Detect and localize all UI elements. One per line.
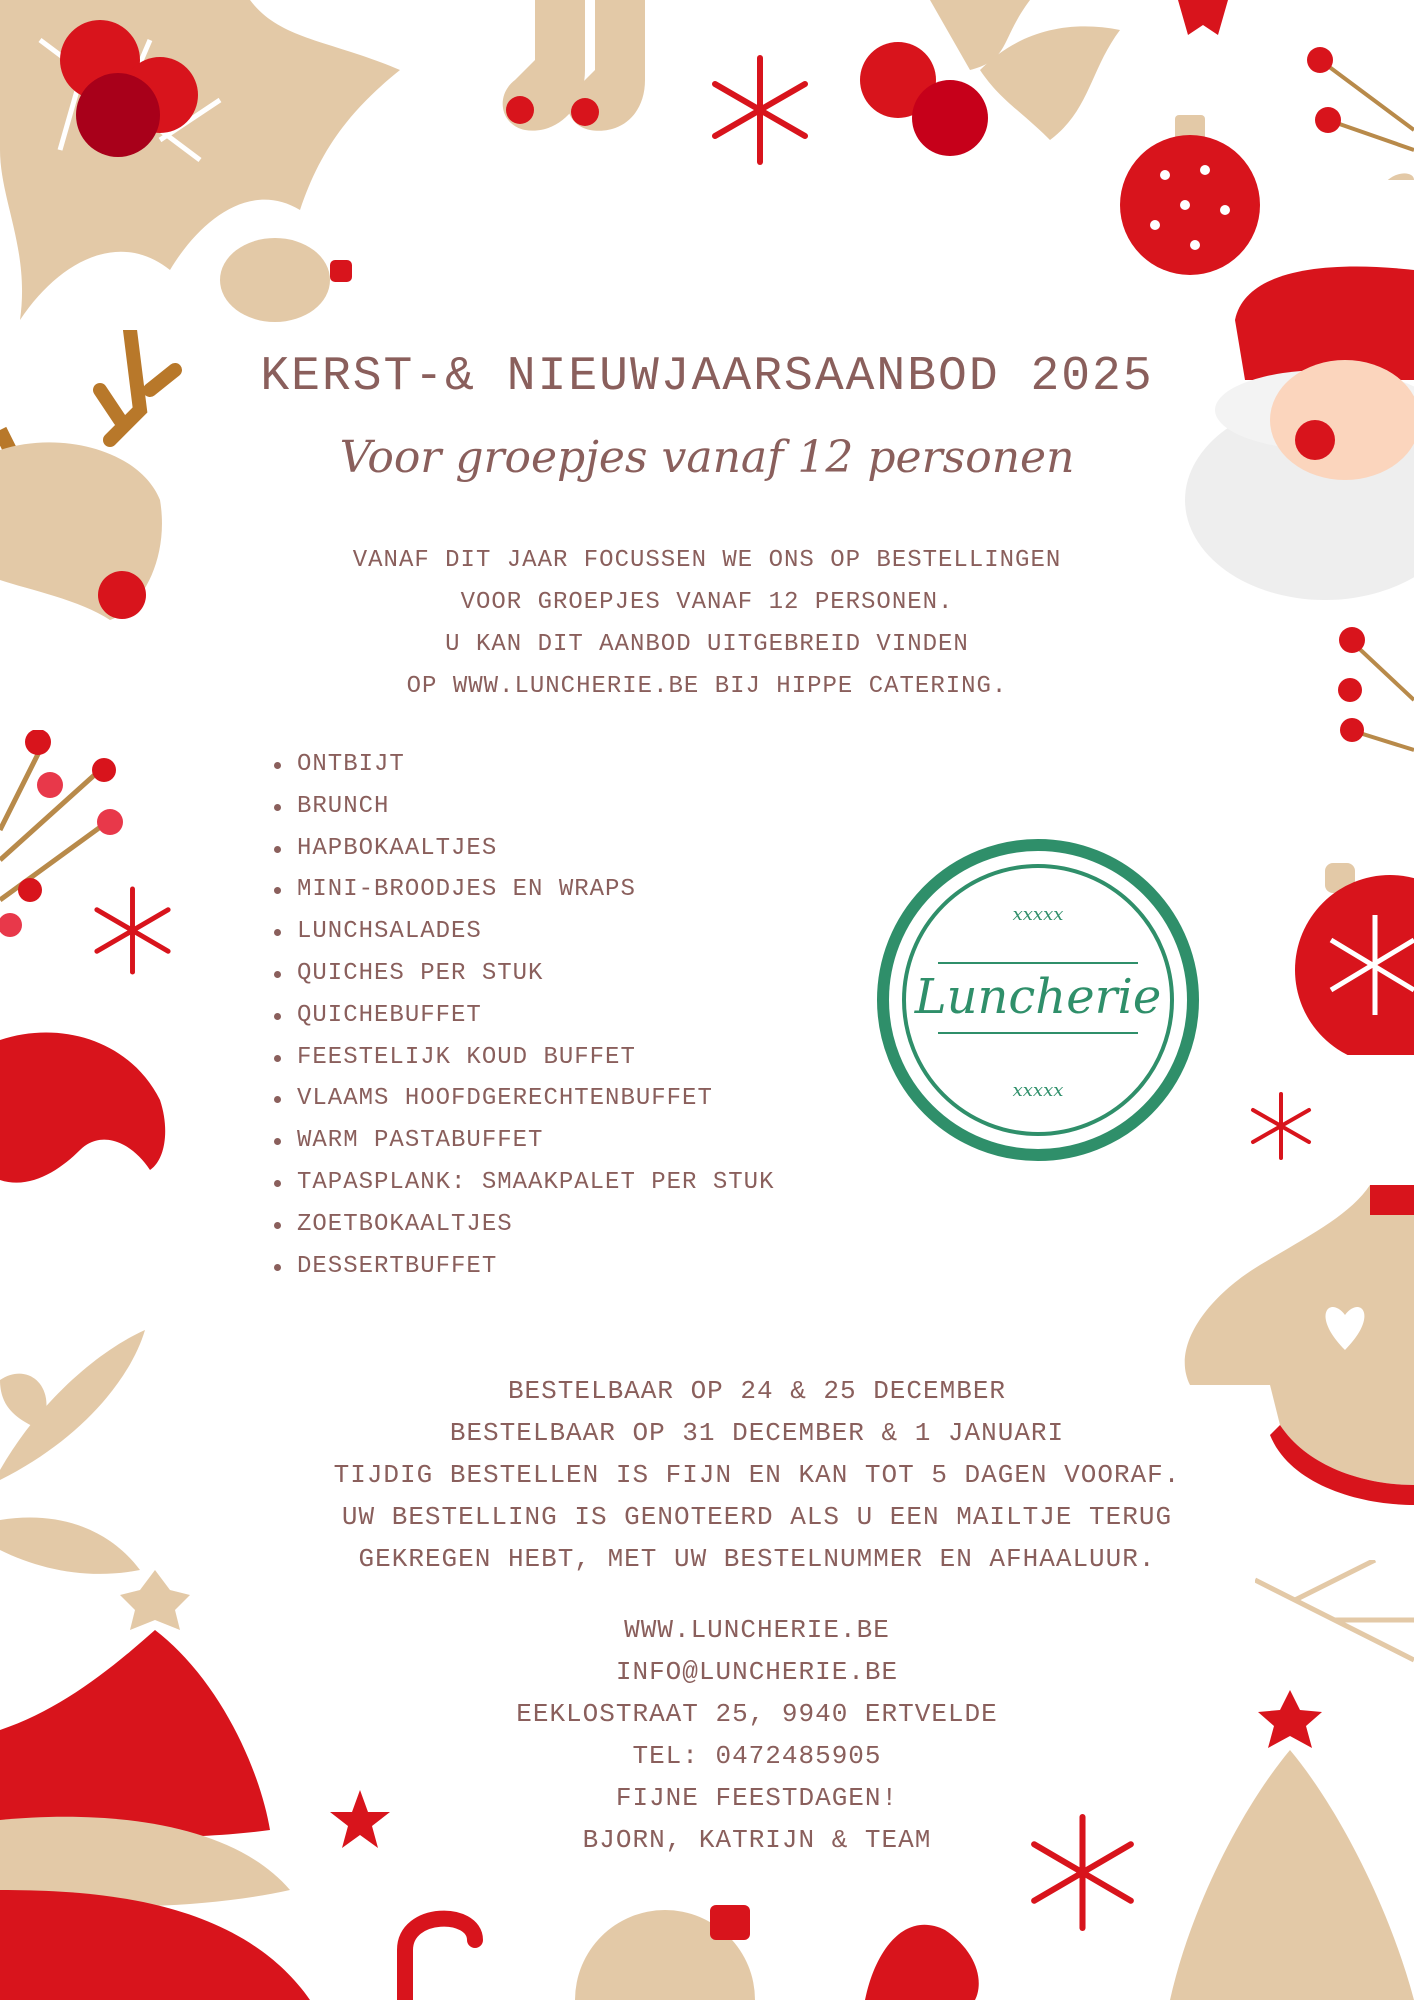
list-item: HAPBOKAALTJES	[272, 828, 774, 870]
list-item: MINI-BROODJES EN WRAPS	[272, 869, 774, 911]
list-item: LUNCHSALADES	[272, 911, 774, 953]
logo-wordmark: Luncherie	[914, 969, 1162, 1025]
berry-branch-top-right	[1300, 40, 1414, 180]
intro-line: VOOR GROEPJES VANAF 12 PERSONEN.	[460, 589, 954, 616]
holly-leaves-top-left	[0, 0, 420, 320]
contact-info	[200, 1609, 1314, 1861]
order-line: TIJDIG BESTELLEN IS FIJN EN KAN TOT 5 DAGEN VOORAF.	[333, 1460, 1181, 1490]
socks	[495, 0, 675, 140]
order-info	[200, 1370, 1314, 1580]
order-line: UW BESTELLING IS GENOTEERD ALS U EEN MAILTJE TERUG	[341, 1502, 1173, 1532]
list-item: QUICHEBUFFET	[272, 995, 774, 1037]
address: EEKLOSTRAAT 25, 9940 ERTVELDE	[516, 1699, 998, 1729]
signature: BJORN, KATRIJN & TEAM	[582, 1825, 932, 1855]
order-line: BESTELBAAR OP 24 & 25 DECEMBER	[507, 1376, 1007, 1406]
page-title: KERST-& NIEUWJAARSAANBOD 2025	[260, 350, 1154, 404]
intro-line: VANAF DIT JAAR FOCUSSEN WE ONS OP BESTELLINGEN	[352, 547, 1062, 574]
ornament-bottom	[575, 1900, 775, 2000]
list-item: WARM PASTABUFFET	[272, 1120, 774, 1162]
star-top	[1168, 0, 1238, 40]
list-item: ZOETBOKAALTJES	[272, 1204, 774, 1246]
page-subtitle: Voor groepjes vanaf 12 personen	[339, 432, 1075, 483]
list-item: BRUNCH	[272, 786, 774, 828]
holly-top-center	[850, 0, 1120, 160]
acorn-ornament	[220, 235, 355, 325]
snowflake-right	[1245, 1090, 1317, 1162]
candy-cane	[385, 1900, 495, 2000]
red-glove	[865, 1910, 985, 2000]
logo-mark-top: xxxxx	[1012, 904, 1064, 925]
intro-line: U KAN DIT AANBOD UITGEBREID VINDEN	[445, 631, 969, 658]
list-item: TAPASPLANK: SMAAKPALET PER STUK	[272, 1162, 774, 1204]
phone: TEL: 0472485905	[632, 1741, 882, 1771]
ornament-red-top-right	[1115, 115, 1265, 275]
list-item: DESSERTBUFFET	[272, 1246, 774, 1288]
santa-head	[1185, 260, 1414, 600]
list-item: QUICHES PER STUK	[272, 953, 774, 995]
luncherie-logo	[876, 838, 1200, 1162]
order-line: GEKREGEN HEBT, MET UW BESTELNUMMER EN AFHAALUUR.	[358, 1544, 1156, 1574]
list-item: ONTBIJT	[272, 744, 774, 786]
website-link[interactable]: WWW.LUNCHERIE.BE	[624, 1615, 890, 1645]
email-link[interactable]: INFO@LUNCHERIE.BE	[615, 1657, 899, 1687]
snowflake-top	[700, 50, 820, 170]
order-line: BESTELBAAR OP 31 DECEMBER & 1 JANUARI	[449, 1418, 1065, 1448]
snowflake-left	[85, 883, 180, 978]
ornament-right	[1295, 855, 1414, 1055]
offer-list	[272, 744, 774, 1287]
berry-branch-right	[1330, 620, 1414, 800]
logo-mark-bottom: xxxxx	[1012, 1080, 1064, 1101]
intro-text	[200, 540, 1214, 708]
list-item: FEESTELIJK KOUD BUFFET	[272, 1037, 774, 1079]
red-mitten	[0, 1020, 170, 1190]
intro-line: OP WWW.LUNCHERIE.BE BIJ HIPPE CATERING.	[406, 673, 1008, 700]
greeting: FIJNE FEESTDAGEN!	[615, 1783, 899, 1813]
leaves-left	[0, 1320, 150, 1590]
list-item: VLAAMS HOOFDGERECHTENBUFFET	[272, 1078, 774, 1120]
